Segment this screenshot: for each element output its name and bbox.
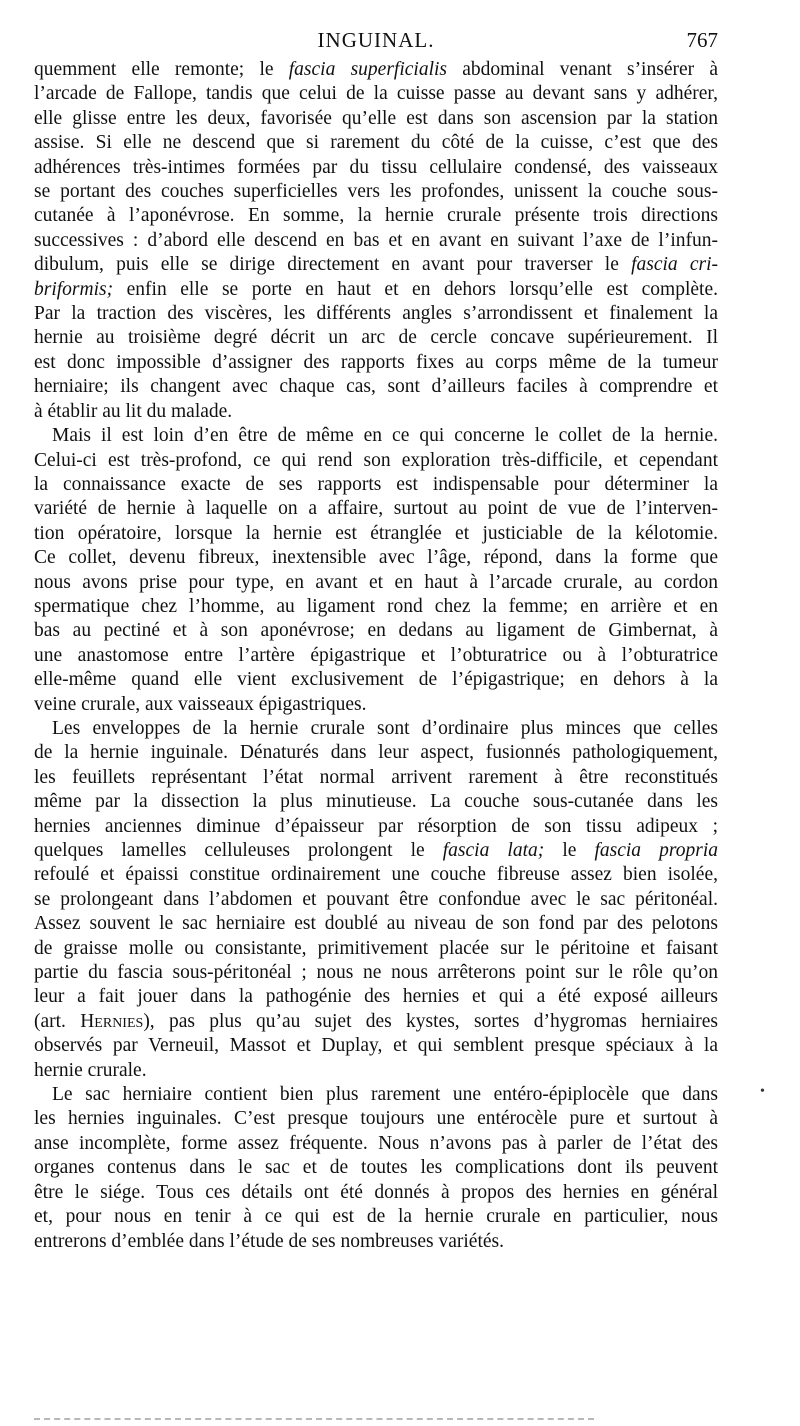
text-line bbox=[34, 522, 718, 546]
italic-text: fascia propria bbox=[594, 840, 718, 861]
italic-text: fascia lata; bbox=[442, 840, 545, 861]
text-line bbox=[34, 693, 718, 717]
text-line bbox=[34, 204, 718, 228]
text-line bbox=[34, 888, 718, 912]
text-line bbox=[34, 863, 718, 887]
text-line bbox=[34, 449, 718, 473]
text-run: organes contenus dans le sac et de toutes les complications dont ils peuvent bbox=[34, 1157, 718, 1179]
text-line bbox=[34, 58, 718, 82]
text-run: dibulum, puis elle se dirige directement en avant pour traverser le bbox=[34, 254, 632, 276]
text-run: leur a fait jouer dans la pathogénie des hernies et qui a été exposé ailleurs bbox=[34, 986, 718, 1008]
text-run: adhérences très-intimes formées par du tissu cellulaire condensé, des vaisseaux bbox=[34, 156, 718, 178]
text-line bbox=[34, 107, 718, 131]
text-line bbox=[34, 1181, 718, 1205]
text-run: Celui-ci est très-profond, ce qui rend son exploration très-difficile, et cependant bbox=[34, 449, 718, 471]
text-run: refoulé et épaissi constitue ordinairement une couche fibreuse assez bien isolée, bbox=[34, 864, 718, 886]
text-run: (art. bbox=[34, 1010, 81, 1032]
text-run: de graisse molle ou consistante, primitivement placée sur le péritoine et faisant bbox=[34, 937, 718, 959]
text-run: les hernies inguinales. C’est presque toujours une entérocèle pure et surtout à bbox=[34, 1108, 718, 1130]
text-run: les feuillets représentant l’état normal arrivent rarement à être reconstitués bbox=[34, 766, 718, 788]
text-line bbox=[34, 1205, 718, 1229]
text-line bbox=[34, 790, 718, 814]
text-line bbox=[34, 375, 718, 399]
text-line bbox=[34, 229, 718, 253]
text-run: veine crurale, aux vaisseaux épigastriques. bbox=[34, 693, 367, 715]
text-line bbox=[34, 985, 718, 1009]
text-line bbox=[34, 595, 718, 619]
text-run: Par la traction des viscères, les différents angles s’arrondissent et finalement la bbox=[34, 303, 718, 325]
text-line bbox=[34, 1132, 718, 1156]
page-number: 767 bbox=[686, 28, 718, 52]
text-run: se prolongeant dans l’abdomen et pouvant être confondue avec le sac péritonéal. bbox=[34, 888, 718, 910]
text-run: le bbox=[544, 840, 595, 861]
text-line bbox=[34, 668, 718, 692]
text-run: Ce collet, devenu fibreux, inextensible avec l’âge, répond, dans la forme que bbox=[34, 547, 718, 569]
italic-text: fascia cri- bbox=[631, 254, 719, 276]
text-run: de la hernie inguinale. Dénaturés dans leur aspect, fusionnés pathologiquement, bbox=[34, 742, 718, 764]
text-run: bas au pectiné et à son aponévrose; en dedans au ligament de Gimbernat, à bbox=[34, 620, 718, 642]
text-line bbox=[34, 326, 718, 350]
text-line bbox=[34, 473, 718, 497]
text-line bbox=[34, 1059, 718, 1083]
text-run: cutanée à l’aponévrose. En somme, la hernie crurale présente trois directions bbox=[34, 205, 718, 227]
running-head: INGUINAL. bbox=[317, 28, 435, 52]
text-run: herniaire; ils changent avec chaque cas, sont d’ailleurs faciles à comprendre et bbox=[34, 376, 718, 398]
text-run: quemment elle remonte; le bbox=[34, 59, 289, 80]
paragraph bbox=[34, 424, 718, 717]
text-run: hernie au troisième degré décrit un arc de cercle concave supérieurement. Il bbox=[34, 327, 718, 349]
text-run: assise. Si elle ne descend que si rarement du côté de la cuisse, c’est que des bbox=[34, 132, 718, 154]
text-run: enfin elle se porte en haut et en dehors lorsqu’elle est complète. bbox=[113, 278, 718, 300]
body-text bbox=[34, 58, 718, 1254]
bottom-rule bbox=[34, 1418, 594, 1420]
text-run: elle-même quand elle vient exclusivement de l’épigastrique; en dehors à la bbox=[34, 669, 718, 691]
text-line bbox=[34, 1156, 718, 1180]
text-run: Les enveloppes de la hernie crurale sont d’ordinaire plus minces que celles bbox=[52, 717, 718, 739]
text-run: même par la dissection la plus minutieuse. La couche sous-cutanée dans les bbox=[34, 791, 718, 813]
italic-text: briformis; bbox=[34, 278, 114, 300]
text-run: Assez souvent le sac herniaire est doublé au niveau de son fond par des pelotons bbox=[34, 913, 718, 935]
text-run: anse incomplète, forme assez fréquente. Nous n’avons pas à parler de l’état des bbox=[34, 1132, 718, 1154]
text-line bbox=[34, 644, 718, 668]
text-line bbox=[34, 131, 718, 155]
text-run: spermatique chez l’homme, au ligament rond chez la femme; en arrière et en bbox=[34, 595, 718, 617]
paragraph bbox=[34, 1083, 718, 1254]
text-run: tion opératoire, lorsque la hernie est étranglée et justiciable de la kélotomie. bbox=[34, 522, 718, 544]
text-run: se portant des couches superficielles vers les profondes, unissent la couche sous- bbox=[34, 181, 718, 203]
text-run: observés par Verneuil, Massot et Duplay, et qui semblent presque spéciaux à la bbox=[34, 1035, 718, 1057]
text-run: et, pour nous en tenir à ce qui est de la hernie crurale en particulier, nous bbox=[34, 1206, 718, 1228]
text-run: être le siége. Tous ces détails ont été donnés à propos des hernies en général bbox=[34, 1181, 718, 1203]
text-run: ), pas plus qu’au sujet des kystes, sortes d’hygromas herniaires bbox=[143, 1010, 719, 1032]
text-line bbox=[34, 619, 718, 643]
text-line bbox=[34, 961, 718, 985]
text-line bbox=[34, 278, 718, 302]
text-run: est donc impossible d’assigner des rapports fixes au corps même de la tumeur bbox=[34, 351, 718, 373]
paragraph bbox=[34, 717, 718, 1083]
text-line bbox=[34, 424, 718, 448]
small-caps-text: Hernies bbox=[80, 1010, 144, 1032]
text-line bbox=[34, 571, 718, 595]
text-line bbox=[34, 497, 718, 521]
text-line bbox=[34, 766, 718, 790]
text-run: Le sac herniaire contient bien plus rarement une entéro-épiplocèle que dans bbox=[52, 1084, 718, 1106]
text-line bbox=[34, 839, 718, 863]
text-line bbox=[34, 1230, 718, 1254]
text-line bbox=[34, 1034, 718, 1058]
italic-text: fascia superficialis bbox=[288, 59, 447, 80]
text-run: à établir au lit du malade. bbox=[34, 400, 233, 422]
text-run: Mais il est loin d’en être de même en ce qui concerne le collet de la hernie. bbox=[52, 425, 718, 447]
text-run: hernie crurale. bbox=[34, 1059, 147, 1081]
text-run: l’arcade de Fallope, tandis que celui de la cuisse passe au devant sans y adhérer, bbox=[34, 83, 718, 105]
text-run: quelques lamelles celluleuses prolongent le bbox=[34, 840, 443, 861]
text-line bbox=[34, 546, 718, 570]
text-line bbox=[34, 937, 718, 961]
text-run: nous avons prise pour type, en avant et en haut à l’arcade crurale, au cordon bbox=[34, 571, 718, 593]
text-run: entrerons d’emblée dans l’étude de ses nombreuses variétés. bbox=[34, 1230, 504, 1252]
margin-mark: • bbox=[760, 1084, 765, 1099]
text-line bbox=[34, 741, 718, 765]
text-run: la connaissance exacte de ses rapports est indispensable pour déterminer la bbox=[34, 473, 718, 495]
page-header bbox=[34, 28, 718, 56]
text-run: abdominal venant s’insérer à bbox=[447, 59, 718, 80]
paragraph bbox=[34, 58, 718, 424]
text-line bbox=[34, 1083, 718, 1107]
text-line bbox=[34, 302, 718, 326]
text-run: elle glisse entre les deux, favorisée qu’elle est dans son ascension par la station bbox=[34, 107, 718, 129]
text-line bbox=[34, 82, 718, 106]
text-run: partie du fascia sous-péritonéal ; nous ne nous arrêterons point sur le rôle qu’on bbox=[34, 962, 718, 984]
text-line bbox=[34, 156, 718, 180]
text-run: une anastomose entre l’artère épigastrique et l’obturatrice ou à l’obturatrice bbox=[34, 644, 718, 666]
text-line bbox=[34, 351, 718, 375]
text-run: variété de hernie à laquelle on a affaire, surtout au point de vue de l’interven- bbox=[34, 498, 718, 520]
text-line bbox=[34, 717, 718, 741]
text-line bbox=[34, 253, 718, 277]
text-line bbox=[34, 400, 718, 424]
text-run: hernies anciennes diminue d’épaisseur par résorption de son tissu adipeux ; bbox=[34, 815, 718, 837]
text-run: successives : d’abord elle descend en bas et en avant en suivant l’axe de l’infun- bbox=[34, 229, 718, 251]
text-line bbox=[34, 815, 718, 839]
text-line bbox=[34, 180, 718, 204]
text-line bbox=[34, 912, 718, 936]
text-line bbox=[34, 1010, 718, 1034]
text-line bbox=[34, 1107, 718, 1131]
